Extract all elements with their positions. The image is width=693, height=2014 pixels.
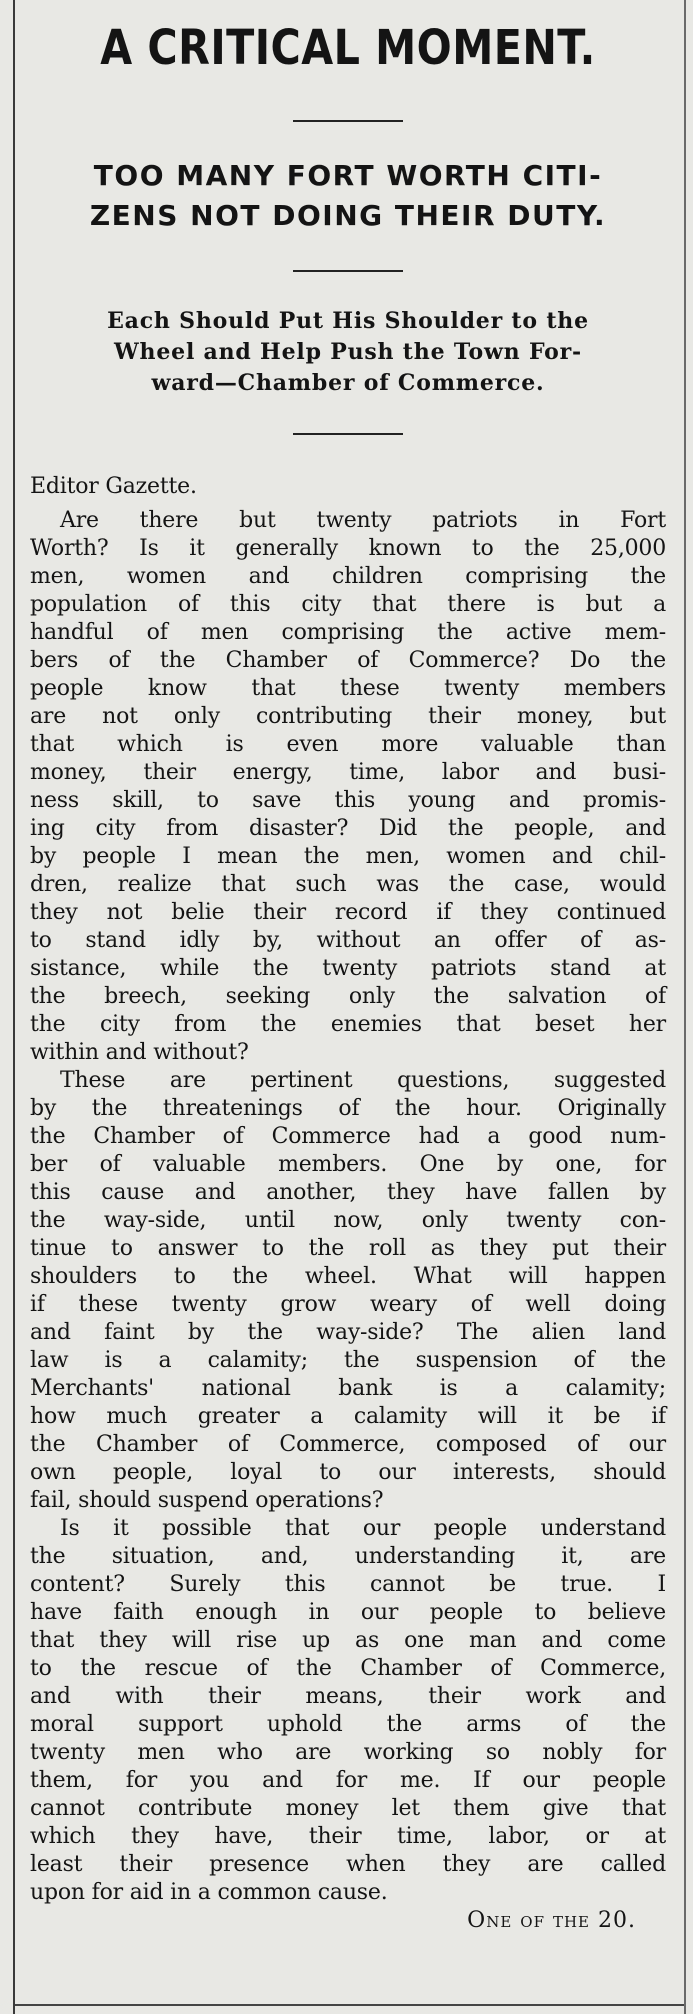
text-line: the way-side, until now, only twenty con- bbox=[30, 1208, 666, 1233]
text-line: cannot contribute money let them give that bbox=[30, 1796, 666, 1821]
text-line: them, for you and for me. If our people bbox=[30, 1768, 666, 1793]
divider bbox=[293, 120, 403, 122]
text-line: tinue to answer to the roll as they put their bbox=[30, 1236, 666, 1261]
article-body bbox=[30, 473, 666, 1935]
text-line: by the threatenings of the hour. Originally bbox=[30, 1096, 666, 1121]
article-column bbox=[30, 0, 666, 1935]
paragraph bbox=[30, 507, 666, 1067]
text-line: sistance, while the twenty patriots stand at bbox=[30, 956, 666, 981]
text-line: law is a calamity; the suspension of the bbox=[30, 1348, 666, 1373]
text-line: to the rescue of the Chamber of Commerce, bbox=[30, 1656, 666, 1681]
text-line: men, women and children comprising the bbox=[30, 564, 666, 589]
subheadline bbox=[30, 156, 666, 236]
text-line: and with their means, their work and bbox=[30, 1684, 666, 1709]
paragraph bbox=[30, 1515, 666, 1907]
text-line: Merchants' national bank is a calamity; bbox=[30, 1376, 666, 1401]
text-line: moral support uphold the arms of the bbox=[30, 1712, 666, 1737]
deck-line: ward—Chamber of Commerce. bbox=[151, 370, 545, 396]
text-line: bers of the Chamber of Commerce? Do the bbox=[30, 648, 666, 673]
text-line: population of this city that there is but a bbox=[30, 592, 666, 617]
text-line: by people I mean the men, women and chil- bbox=[30, 844, 666, 869]
text-line: people know that these twenty members bbox=[30, 676, 666, 701]
text-line: have faith enough in our people to believe bbox=[30, 1600, 666, 1625]
subheadline-line: TOO MANY FORT WORTH CITI- bbox=[93, 159, 603, 192]
text-line: if these twenty grow weary of well doing bbox=[30, 1292, 666, 1317]
text-line: handful of men comprising the active mem- bbox=[30, 620, 666, 645]
column-rule-right bbox=[684, 0, 686, 2014]
deck-line: Each Should Put His Shoulder to the bbox=[107, 308, 589, 334]
text-line: how much greater a calamity will it be if bbox=[30, 1404, 666, 1429]
text-line: this cause and another, they have fallen by bbox=[30, 1180, 666, 1205]
text-line: that which is even more valuable than bbox=[30, 732, 666, 757]
divider bbox=[293, 433, 403, 435]
text-line: ber of valuable members. One by one, for bbox=[30, 1152, 666, 1177]
text-line: shoulders to the wheel. What will happen bbox=[30, 1264, 666, 1289]
text-line: ing city from disaster? Did the people, and bbox=[30, 816, 666, 841]
text-line: the Chamber of Commerce, composed of our bbox=[30, 1432, 666, 1457]
text-line: to stand idly by, without an offer of as- bbox=[30, 928, 666, 953]
text-line: the breech, seeking only the salvation of bbox=[30, 984, 666, 1009]
deck bbox=[30, 306, 666, 399]
text-line: ness skill, to save this young and promis- bbox=[30, 788, 666, 813]
text-line: that they will rise up as one man and come bbox=[30, 1628, 666, 1653]
column-rule-left bbox=[13, 0, 15, 2014]
paragraph bbox=[30, 1067, 666, 1515]
text-line: within and without? bbox=[30, 1040, 249, 1065]
text-line: money, their energy, time, labor and busi- bbox=[30, 760, 666, 785]
text-line: own people, loyal to our interests, should bbox=[30, 1460, 666, 1485]
bottom-rule bbox=[15, 2004, 684, 2006]
paragraphs bbox=[30, 507, 666, 1907]
text-line: the city from the enemies that beset her bbox=[30, 1012, 666, 1037]
text-line: twenty men who are working so nobly for bbox=[30, 1740, 666, 1765]
text-line: These are pertinent questions, suggested bbox=[60, 1068, 666, 1093]
signature: One of the 20. bbox=[467, 1908, 636, 1933]
text-line: content? Surely this cannot be true. I bbox=[30, 1572, 666, 1597]
text-line: Worth? Is it generally known to the 25,000 bbox=[30, 536, 666, 561]
text-line: Is it possible that our people understand bbox=[60, 1516, 666, 1541]
divider bbox=[293, 270, 403, 272]
subheadline-line: ZENS NOT DOING THEIR DUTY. bbox=[89, 199, 607, 232]
headline: A CRITICAL MOMENT. bbox=[100, 20, 596, 76]
text-line: the situation, and, understanding it, are bbox=[30, 1544, 666, 1569]
text-line: and faint by the way-side? The alien land bbox=[30, 1320, 666, 1345]
text-line: fail, should suspend operations? bbox=[30, 1488, 384, 1513]
text-line: Are there but twenty patriots in Fort bbox=[60, 508, 666, 533]
text-line: they not belie their record if they continued bbox=[30, 900, 666, 925]
deck-line: Wheel and Help Push the Town For- bbox=[114, 339, 582, 365]
salutation: Editor Gazette. bbox=[30, 474, 197, 499]
text-line: dren, realize that such was the case, would bbox=[30, 872, 666, 897]
text-line: least their presence when they are called bbox=[30, 1852, 666, 1877]
text-line: the Chamber of Commerce had a good num- bbox=[30, 1124, 666, 1149]
text-line: which they have, their time, labor, or at bbox=[30, 1824, 666, 1849]
text-line: upon for aid in a common cause. bbox=[30, 1880, 388, 1905]
text-line: are not only contributing their money, but bbox=[30, 704, 666, 729]
